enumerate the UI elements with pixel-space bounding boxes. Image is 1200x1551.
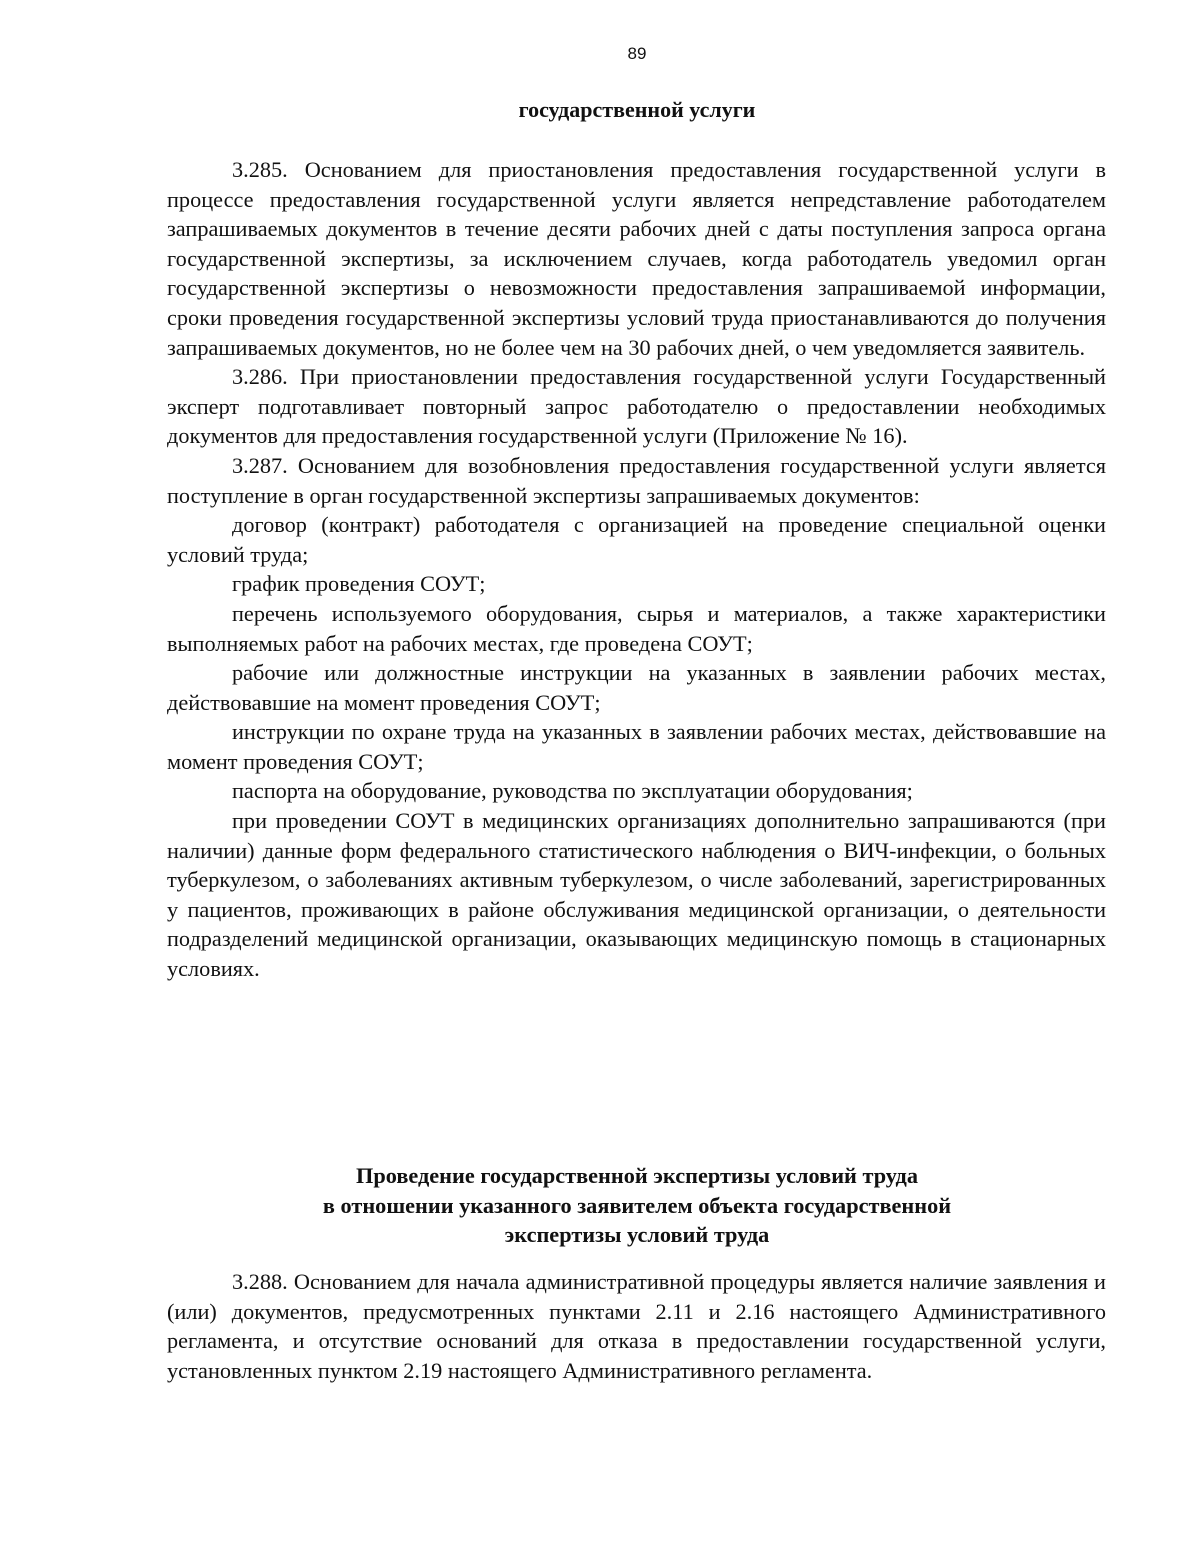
body-text-block-2 (167, 1267, 1106, 1385)
list-item-schedule: график проведения СОУТ; (232, 571, 486, 597)
section-heading (0, 1161, 1200, 1250)
section-heading-line-1: Проведение государственной экспертизы условий труда (356, 1163, 918, 1188)
paragraph-3-288: 3.288. Основанием для начала административной процедуры является наличие заявления и (или) документов, предусмотренных пунктами 2.11 и 2.16 настоящего Административного регламента, и отсутствие оснований для отказа в предоставлении государственной услуги, установленных пунктом 2.19 настоящего Административного регламента. (167, 1269, 1106, 1383)
list-item-safety-instructions: инструкции по охране труда на указанных в заявлении рабочих местах, действовавшие на момент проведения СОУТ; (167, 719, 1106, 774)
page-number: 89 (627, 44, 647, 63)
list-item-medical-data: при проведении СОУТ в медицинских организациях дополнительно запрашиваются (при наличии) данные форм федерального статистического наблюдения о ВИЧ-инфекции, о больных туберкулезом, о заболеваниях активным туберкулезом, о числе заболеваний, зарегистрированных у пациентов, проживающих в районе обслуживания медицинской организации, о деятельности подразделений медицинской организации, оказывающих медицинскую помощь в стационарных условиях. (167, 808, 1106, 982)
paragraph-3-286: 3.286. При приостановлении предоставления государственной услуги Государственный эксперт подготавливает повторный запрос работодателю о предоставлении необходимых документов для предоставления государственной услуги (Приложение № 16). (167, 364, 1106, 449)
section-heading-line-3: экспертизы условий труда (504, 1222, 770, 1248)
list-item-contract: договор (контракт) работодателя с организацией на проведение специальной оценки условий труда; (167, 512, 1106, 567)
body-text-block-1 (167, 155, 1106, 984)
list-item-equipment-passports: паспорта на оборудование, руководства по эксплуатации оборудования; (232, 778, 913, 804)
continued-heading: государственной услуги (518, 97, 756, 122)
paragraph-3-285: 3.285. Основанием для приостановления предоставления государственной услуги в процессе предоставления государственной услуги является непредставление работодателем запрашиваемых документов в течение десяти рабочих дней с даты поступления запроса органа государственной экспертизы, за исключением случаев, когда работодатель уведомил орган государственной экспертизы о невозможности предоставления запрашиваемой информации, сроки проведения государственной экспертизы условий труда приостанавливаются до получения запрашиваемых документов, но не более чем на 30 рабочих дней, о чем уведомляется заявитель. (167, 157, 1106, 360)
list-item-job-instructions: рабочие или должностные инструкции на указанных в заявлении рабочих местах, действовавшие на момент проведения СОУТ; (167, 660, 1106, 715)
list-item-equipment: перечень используемого оборудования, сырья и материалов, а также характеристики выполняемых работ на рабочих местах, где проведена СОУТ; (167, 600, 1106, 656)
section-heading-line-2: в отношении указанного заявителем объекта государственной (322, 1192, 952, 1218)
paragraph-3-287: 3.287. Основанием для возобновления предоставления государственной услуги является поступление в орган государственной экспертизы запрашиваемых документов: (167, 452, 1106, 508)
